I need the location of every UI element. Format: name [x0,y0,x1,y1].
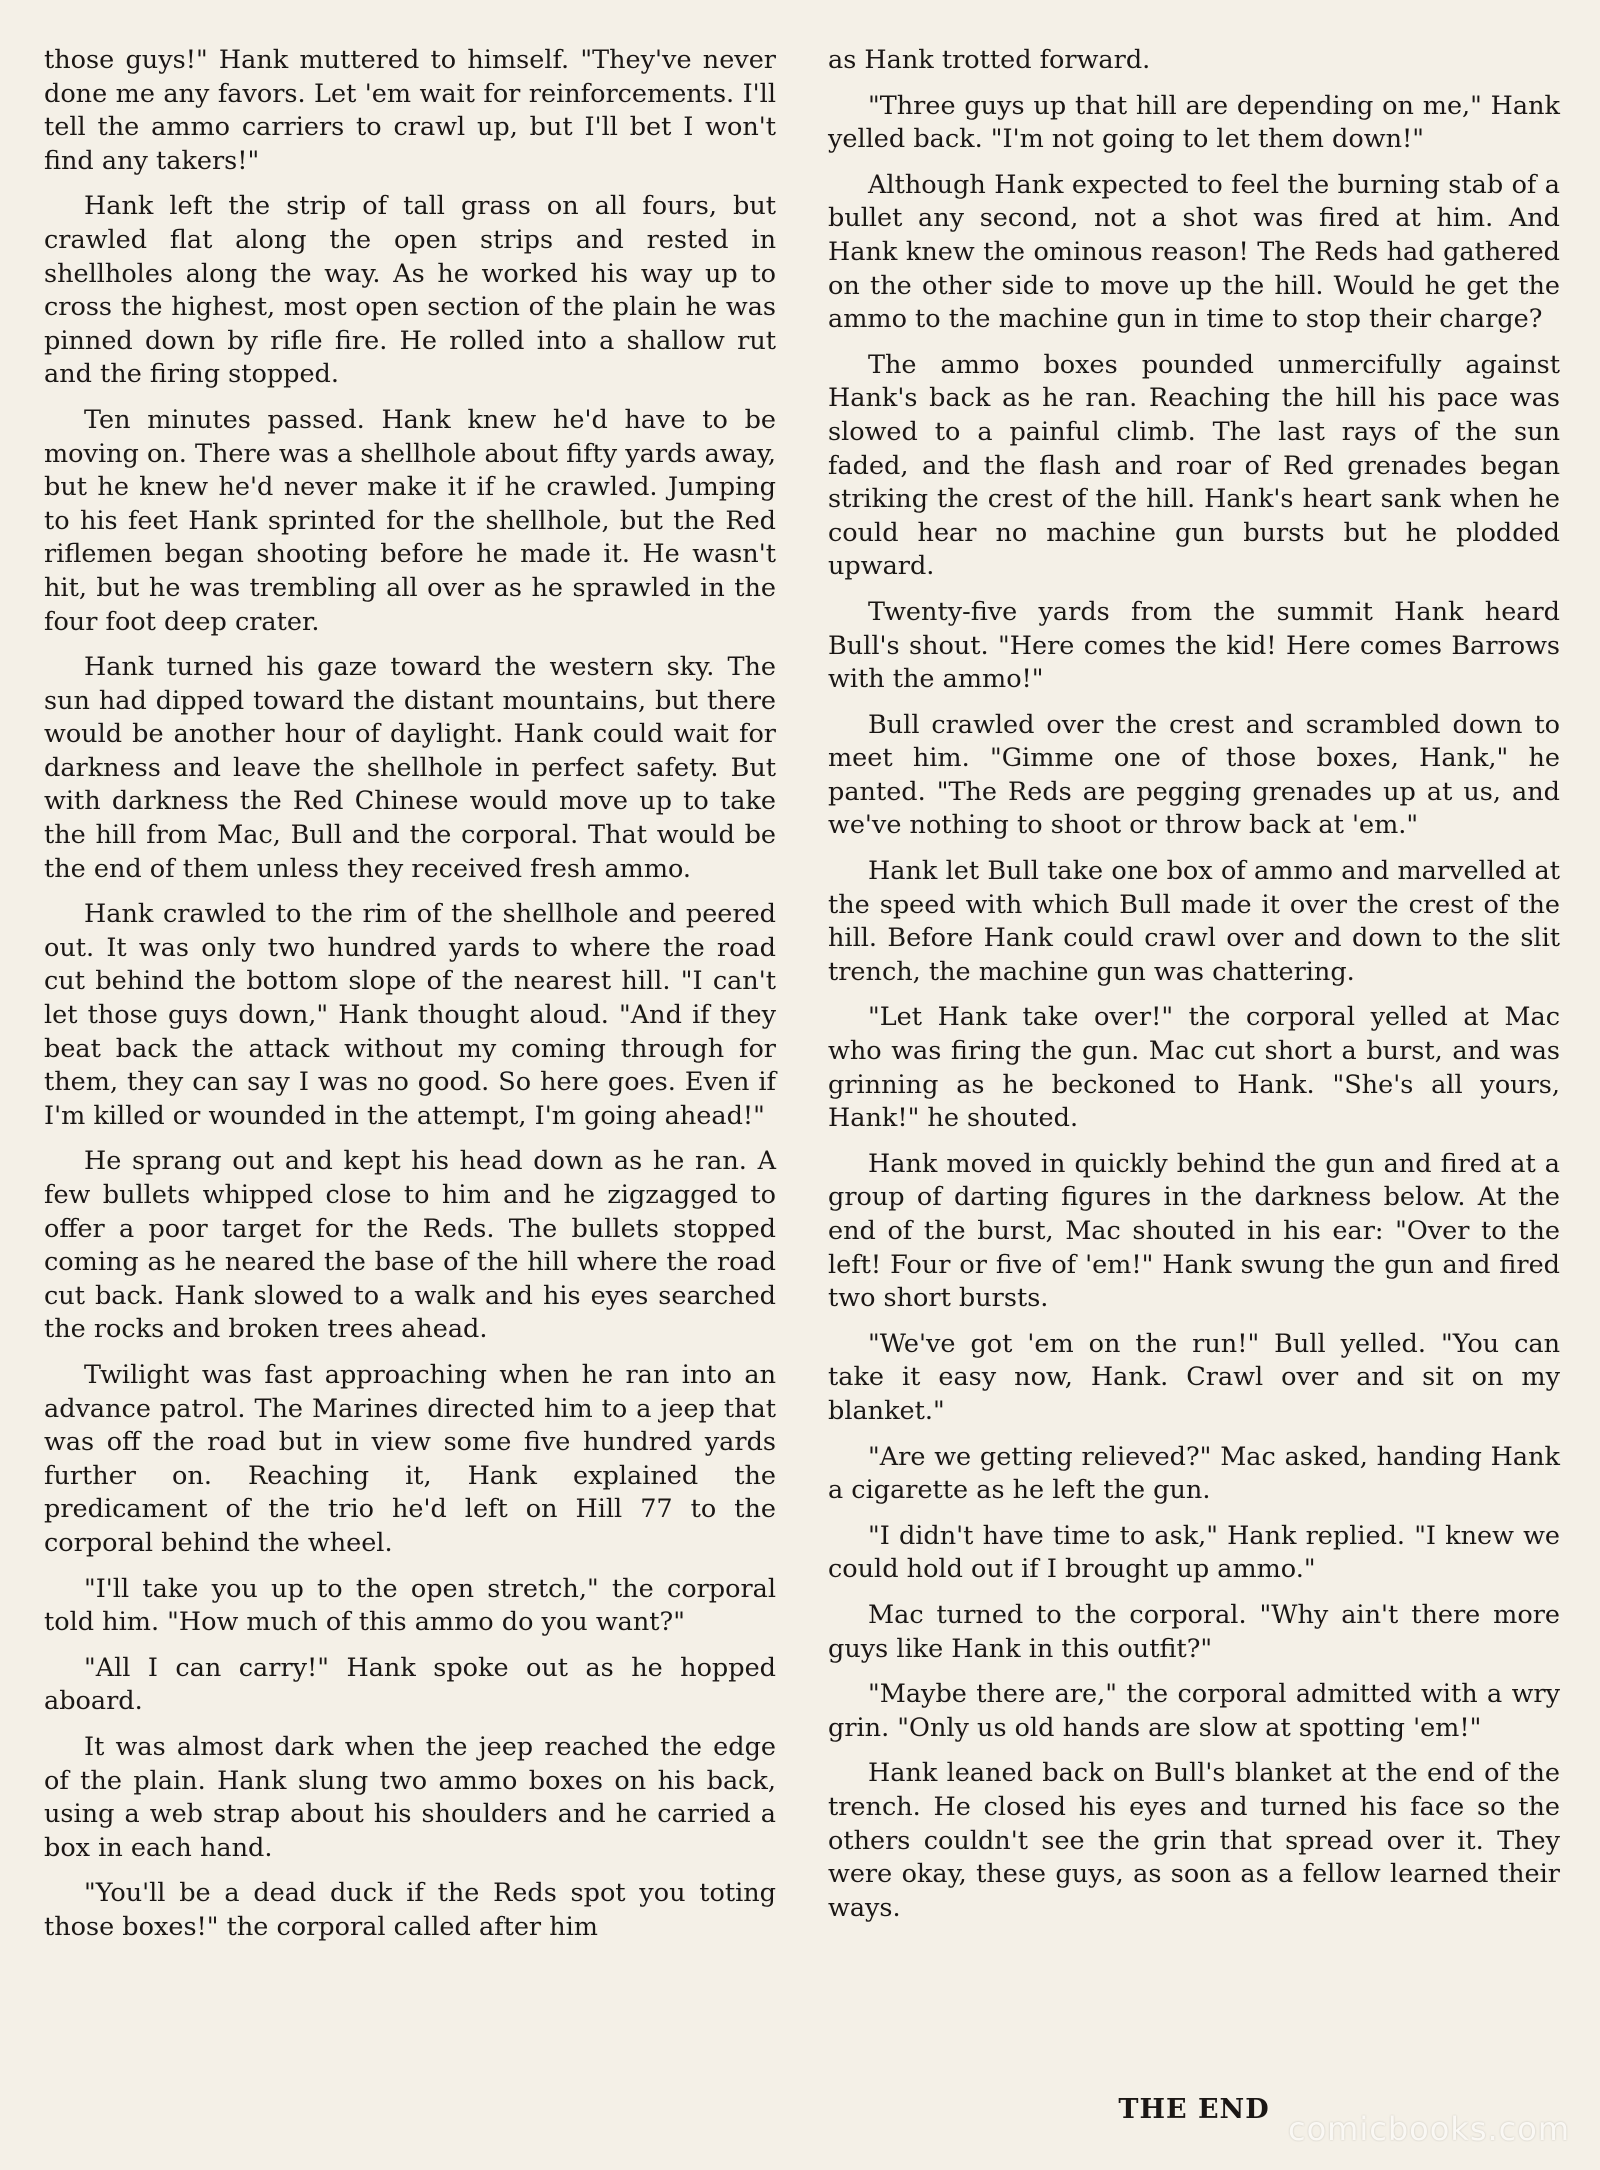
paragraph: Hank leaned back on Bull's blanket at the end of the trench. He closed his eyes and turned his face so the others couldn't see the grin that spread over it. They were okay, these guys, as soon as a fellow learned their ways. [828,1758,1560,1923]
paragraph: Ten minutes passed. Hank knew he'd have to be moving on. There was a shellhole about fifty yards away, but he knew he'd never make it if he crawled. Jumping to his feet Hank sprinted for the shellhole, but the Red riflemen began shooting before he made it. He wasn't hit, but he was trembling all over as he sprawled in the four foot deep crater. [44,404,776,637]
paragraph: Bull crawled over the crest and scrambled down to meet him. "Gimme one of those boxes, Hank," he panted. "The Reds are pegging grenades up at us, and we've nothing to shoot or throw back at 'em." [828,709,1560,841]
right-text-column [828,44,1560,1937]
the-end-heading: THE END [1118,2094,1270,2125]
watermark: comicbooks.com [1287,2110,1570,2148]
paragraph: Hank turned his gaze toward the western sky. The sun had dipped toward the distant mountains, but there would be another hour of daylight. Hank could wait for darkness and leave the shellhole in perfect safety. But with darkness the Red Chinese would move up to take the hill from Mac, Bull and the corporal. That would be the end of them unless they received fresh ammo. [44,652,776,884]
paragraph: Twenty-five yards from the summit Hank heard Bull's shout. "Here comes the kid! Here comes Barrows with the ammo!" [828,596,1560,695]
paragraph: Hank crawled to the rim of the shellhole and peered out. It was only two hundred yards to where the road cut behind the bottom slope of the nearest hill. "I can't let those guys down," Hank thought aloud. "And if they beat back the attack without my coming through for them, they can say I was no good. So here goes. Even if I'm killed or wounded in the attempt, I'm going ahead!" [44,899,776,1131]
paragraph: "You'll be a dead duck if the Reds spot you toting those boxes!" the corporal called after him [44,1878,776,1942]
paragraph: "All I can carry!" Hank spoke out as he hopped aboard. [44,1652,776,1717]
paragraph: Although Hank expected to feel the burning stab of a bullet any second, not a shot was fired at him. And Hank knew the ominous reason! The Reds had gathered on the other side to move up the hill. Would he get the ammo to the machine gun in time to stop their charge? [828,169,1560,335]
paragraph: Twilight was fast approaching when he ran into an advance patrol. The Marines directed him to a jeep that was off the road but in view some five hundred yards further on. Reaching it, Hank explained the predicament of the trio he'd left on Hill 77 to the corporal behind the wheel. [44,1359,776,1558]
paragraph: He sprang out and kept his head down as he ran. A few bullets whipped close to him and he zigzagged to offer a poor target for the Reds. The bullets stopped coming as he neared the base of the hill where the road cut back. Hank slowed to a walk and his eyes searched the rocks and broken trees ahead. [44,1146,776,1345]
paragraph: "We've got 'em on the run!" Bull yelled. "You can take it easy now, Hank. Crawl over and sit on my blanket." [828,1328,1560,1426]
paragraph: It was almost dark when the jeep reached the edge of the plain. Hank slung two ammo boxes on his back, using a web strap about his shoulders and he carried a box in each hand. [44,1731,776,1863]
left-text-column [44,44,776,1956]
paragraph: "Maybe there are," the corporal admitted with a wry grin. "Only us old hands are slow at spotting 'em!" [828,1679,1560,1743]
paragraph: Hank let Bull take one box of ammo and marvelled at the speed with which Bull made it over the crest of the hill. Before Hank could crawl over and down to the slit trench, the machine gun was chattering. [828,856,1560,987]
paragraph: Hank left the strip of tall grass on all fours, but crawled flat along the open strips and rested in shellholes along the way. As he worked his way up to cross the highest, most open section of the plain he was pinned down by rifle fire. He rolled into a shallow rut and the firing stopped. [44,191,776,390]
paragraph: "Are we getting relieved?" Mac asked, handing Hank a cigarette as he left the gun. [828,1441,1560,1506]
paragraph: "I didn't have time to ask," Hank replied. "I knew we could hold out if I brought up ammo." [828,1520,1560,1585]
paragraph: as Hank trotted forward. [828,45,1151,75]
paragraph: Mac turned to the corporal. "Why ain't there more guys like Hank in this outfit?" [828,1599,1560,1664]
paragraph: "I'll take you up to the open stretch," the corporal told him. "How much of this ammo do you want?" [44,1573,776,1638]
paragraph: those guys!" Hank muttered to himself. "They've never done me any favors. Let 'em wait for reinforcements. I'll tell the ammo carriers to crawl up, but I'll bet I won't find any takers!" [44,45,776,176]
paragraph: The ammo boxes pounded unmercifully against Hank's back as he ran. Reaching the hill his pace was slowed to a painful climb. The last rays of the sun faded, and the flash and roar of Red grenades began striking the crest of the hill. Hank's heart sank when he could hear no machine gun bursts but he plodded upward. [828,349,1560,582]
paragraph: Hank moved in quickly behind the gun and fired at a group of darting figures in the darkness below. At the end of the burst, Mac shouted in his ear: "Over to the left! Four or five of 'em!" Hank swung the gun and fired two short bursts. [828,1148,1560,1314]
paragraph: "Three guys up that hill are depending on me," Hank yelled back. "I'm not going to let them down!" [828,90,1560,155]
paragraph: "Let Hank take over!" the corporal yelled at Mac who was firing the gun. Mac cut short a burst, and was grinning as he beckoned to Hank. "She's all yours, Hank!" he shouted. [828,1002,1560,1134]
